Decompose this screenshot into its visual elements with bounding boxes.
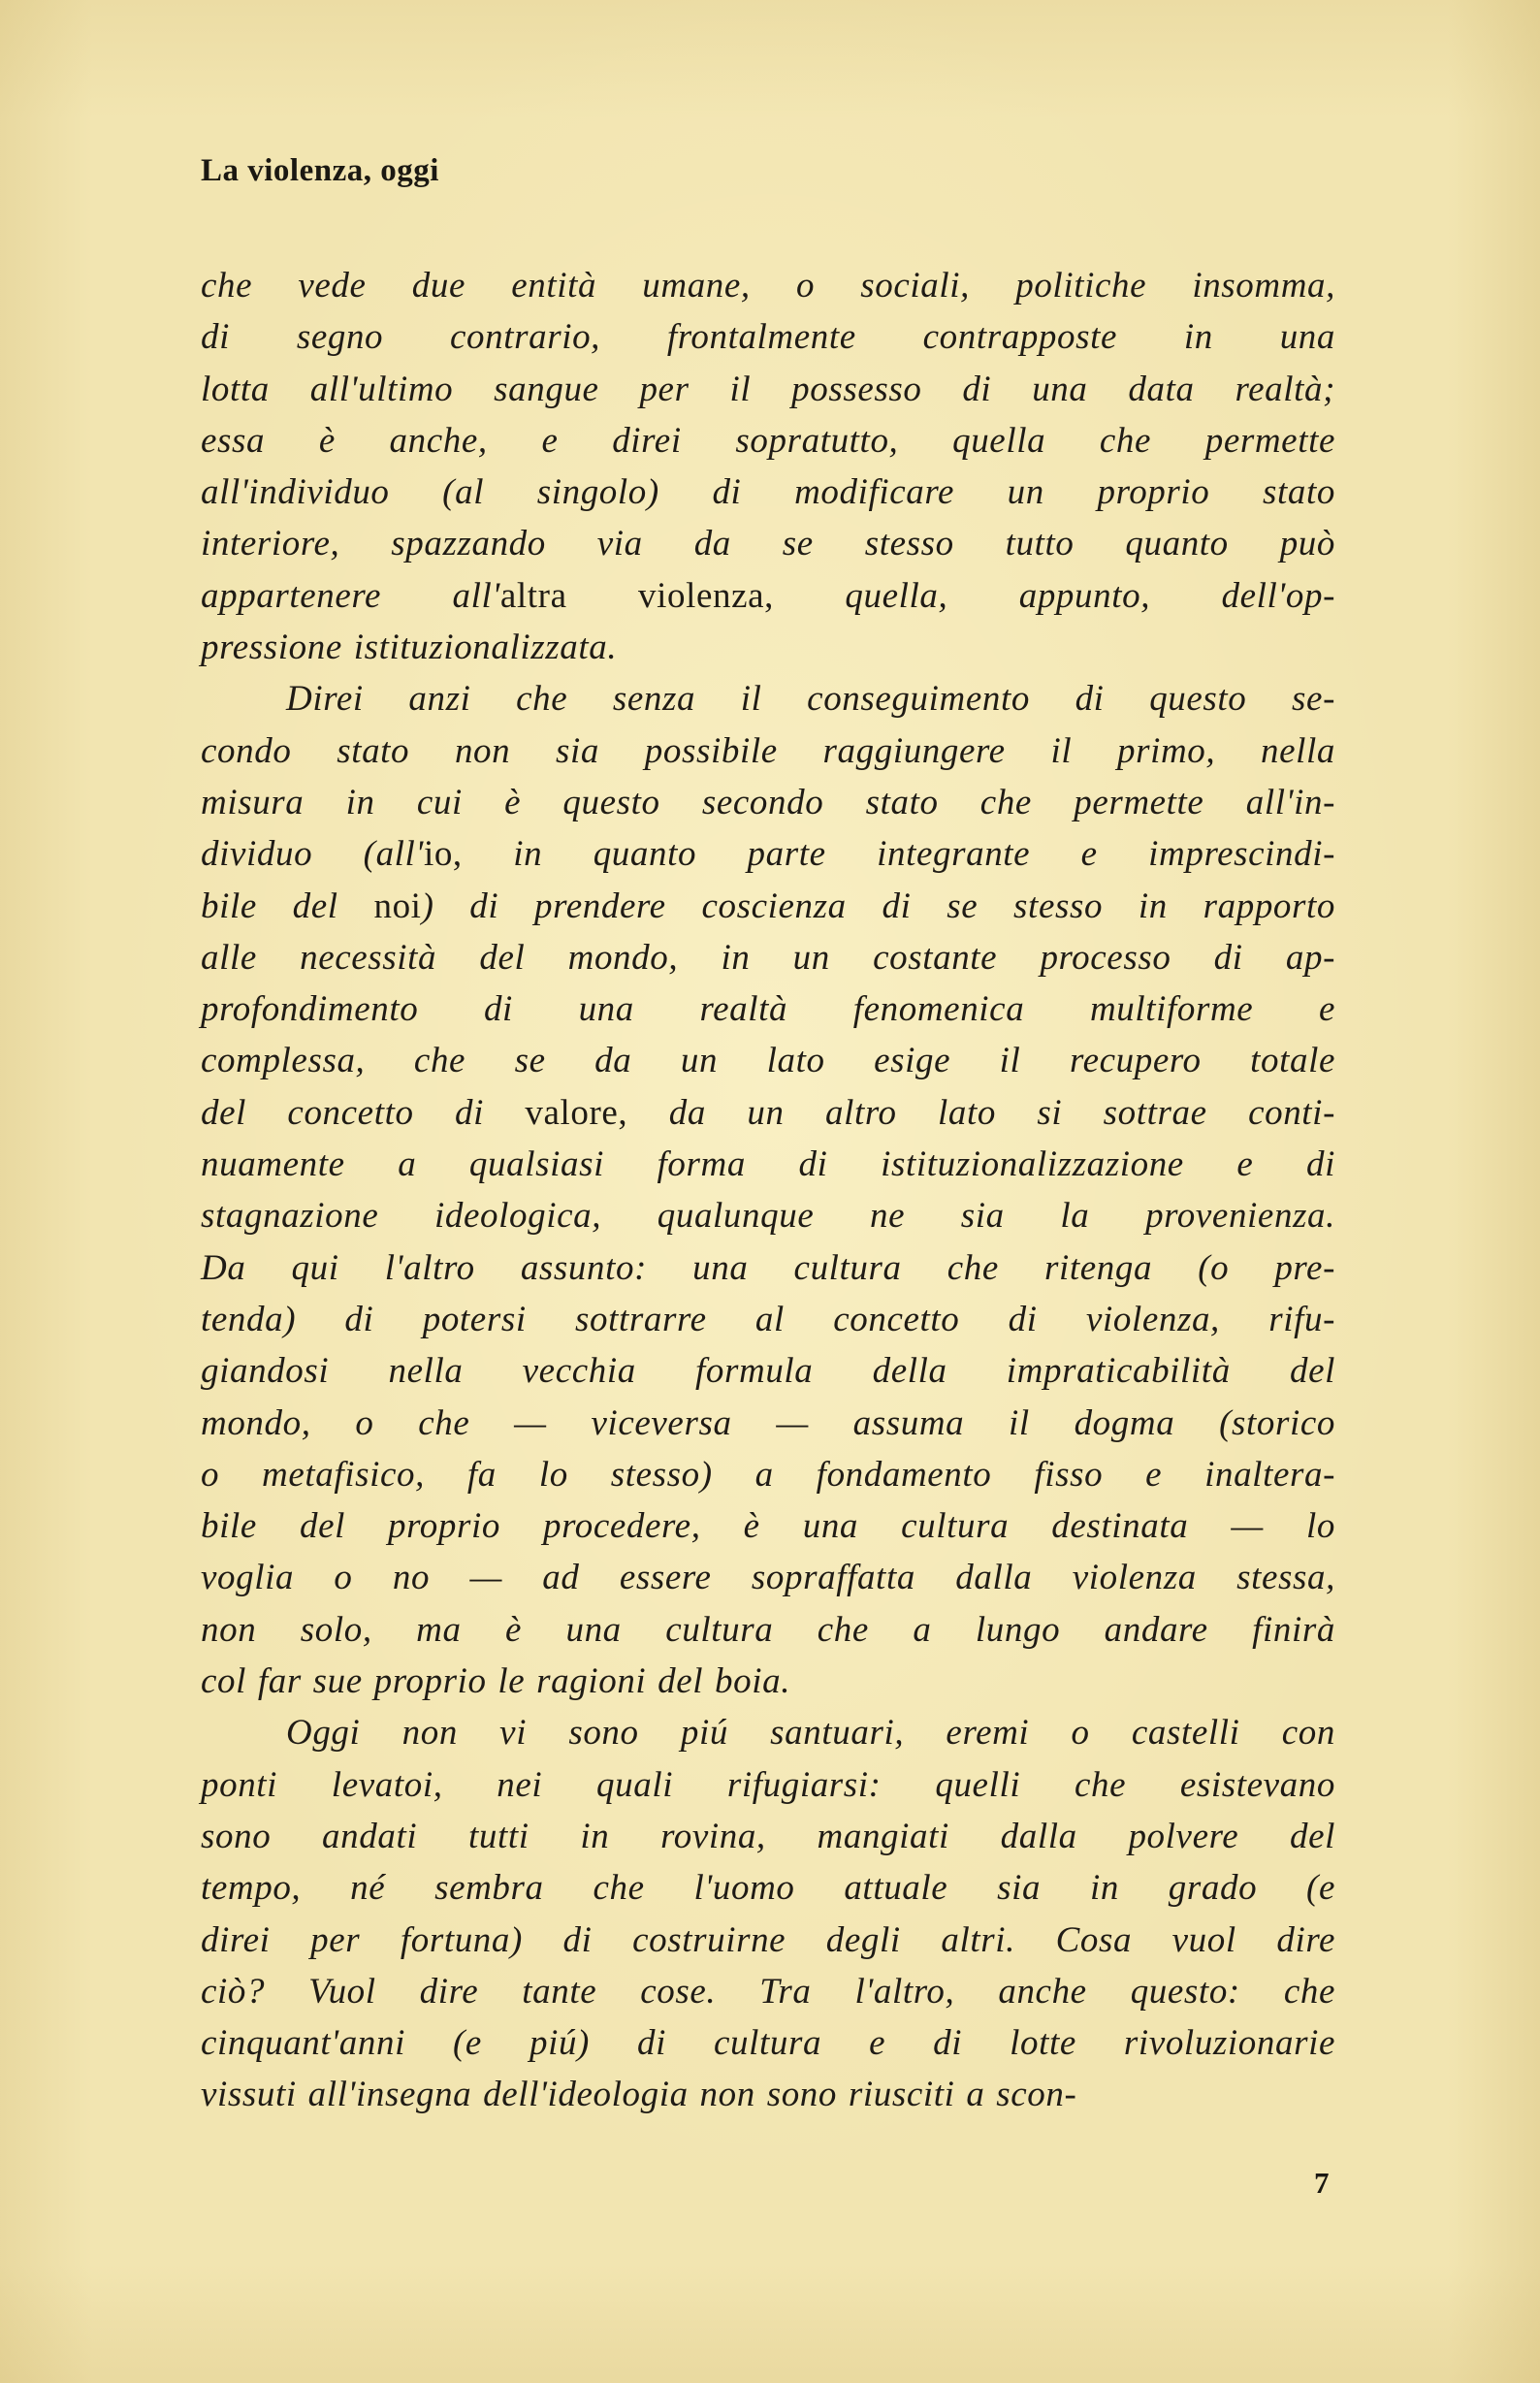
roman-text-run: valore, [525, 1092, 669, 1133]
roman-text-run: altra violenza, [499, 575, 846, 616]
italic-text-run: all' [452, 575, 500, 616]
italic-text-run: dividuo (all' [201, 834, 424, 875]
italic-text-run: profondimento di una realtà fenomenica multiforme e [201, 989, 1335, 1030]
italic-text-run: condo stato non sia possibile raggiungere il primo, nella [201, 730, 1335, 771]
text-line [201, 725, 1335, 777]
text-line [201, 673, 1335, 725]
italic-text-run: cinquant'anni (e piú) di cultura e di lotte rivoluzionarie [201, 2023, 1335, 2064]
italic-text-run: bile del proprio procedere, è una cultura destinata — lo [201, 1506, 1335, 1547]
italic-text-run: misura in cui è questo secondo stato che permette all'in- [201, 782, 1335, 822]
text-line [201, 932, 1335, 983]
roman-text-run: io, [423, 834, 514, 875]
text-line [201, 1449, 1335, 1500]
text-line [201, 1915, 1335, 1966]
text-line [201, 1656, 1335, 1707]
italic-text-run: o metafisico, fa lo stesso) a fondamento fisso e inaltera- [201, 1454, 1335, 1495]
text-line [201, 1294, 1335, 1345]
roman-text-run: noi [373, 886, 422, 926]
text-line [201, 2069, 1335, 2120]
text-line [201, 1190, 1335, 1241]
text-line [201, 1087, 1335, 1139]
text-line [201, 622, 1335, 673]
text-line [201, 570, 1335, 622]
italic-text-run: interiore, spazzando via da se stesso tutto quanto può [201, 524, 1335, 564]
italic-text-run: pressione istituzionalizzata. [201, 628, 618, 668]
italic-text-run: Oggi non vi sono piú santuari, eremi o castelli con [286, 1713, 1335, 1754]
paragraph [201, 673, 1335, 1707]
italic-text-run: del concetto di [201, 1092, 526, 1133]
text-line [201, 311, 1335, 363]
text-line [201, 1862, 1335, 1914]
italic-text-run: direi per fortuna) di costruirne degli altri. Cosa vuol dire [201, 1919, 1335, 1960]
text-line [201, 881, 1335, 932]
italic-text-run: giandosi nella vecchia formula della impraticabilità del [201, 1351, 1335, 1392]
italic-text-run: essa è anche, e direi sopratutto, quella che permette [201, 420, 1335, 461]
text-line [201, 467, 1335, 518]
italic-text-run: non solo, ma è una cultura che a lungo andare finirà [201, 1609, 1335, 1650]
body-text [201, 260, 1335, 2121]
text-line [201, 1242, 1335, 1294]
italic-text-run: di segno contrario, frontalmente contrapposte in una [201, 317, 1335, 358]
italic-text-run: bile del [201, 886, 374, 926]
italic-text-run: stagnazione ideologica, qualunque ne sia la provenienza. [201, 1196, 1335, 1237]
italic-text-run: vissuti all'insegna dell'ideologia non sono riusciti a scon- [201, 2075, 1077, 2115]
text-line [201, 1500, 1335, 1552]
italic-text-run: Da qui l'altro assunto: una cultura che ritenga (o pre- [201, 1247, 1335, 1288]
italic-text-run: complessa, che se da un lato esige il recupero totale [201, 1041, 1335, 1081]
italic-text-run: col far sue proprio le ragioni del boia. [201, 1661, 791, 1702]
paragraph [201, 260, 1335, 673]
italic-text-run: sono andati tutti in rovina, mangiati dalla polvere del [201, 1816, 1335, 1856]
text-line [201, 260, 1335, 311]
text-line [201, 1966, 1335, 2017]
page-number: 7 [1314, 2166, 1330, 2200]
italic-text-run: ) di prendere coscienza di se stesso in rapporto [421, 886, 1335, 926]
text-line [201, 364, 1335, 415]
text-line [201, 2017, 1335, 2069]
text-line [201, 518, 1335, 569]
italic-text-run: ciò? Vuol dire tante cose. Tra l'altro, anche questo: che [201, 1971, 1335, 2012]
italic-text-run: mondo, o che — viceversa — assuma il dogma (storico [201, 1402, 1335, 1443]
italic-text-run: Direi anzi che senza il conseguimento di questo se- [286, 679, 1335, 720]
text-line [201, 777, 1335, 828]
text-line [201, 1811, 1335, 1862]
text-line [201, 1707, 1335, 1758]
italic-text-run: lotta all'ultimo sangue per il possesso di una data realtà; [201, 369, 1335, 409]
italic-text-run: tenda) di potersi sottrarre al concetto di violenza, rifu- [201, 1299, 1335, 1339]
paragraph [201, 1707, 1335, 2120]
italic-text-run: in quanto parte integrante e imprescindi- [513, 834, 1335, 875]
italic-text-run: tempo, né sembra che l'uomo attuale sia in grado (e [201, 1868, 1335, 1909]
italic-text-run: appartenere [201, 575, 453, 616]
italic-text-run: voglia o no — ad essere sopraffatta dalla violenza stessa, [201, 1558, 1335, 1598]
text-line [201, 1035, 1335, 1086]
text-line [201, 1604, 1335, 1656]
italic-text-run: all'individuo (al singolo) di modificare un proprio stato [201, 472, 1335, 513]
text-line [201, 983, 1335, 1035]
text-line [201, 1759, 1335, 1811]
italic-text-run: ponti levatoi, nei quali rifugiarsi: quelli che esistevano [201, 1764, 1335, 1805]
italic-text-run: da un altro lato si sottrae conti- [668, 1092, 1335, 1133]
italic-text-run: che vede due entità umane, o sociali, politiche insomma, [201, 266, 1335, 306]
text-line [201, 1398, 1335, 1449]
text-line [201, 1552, 1335, 1603]
text-line [201, 828, 1335, 880]
italic-text-run: quella, appunto, dell'op- [845, 575, 1335, 616]
text-line [201, 1345, 1335, 1397]
text-line [201, 415, 1335, 467]
italic-text-run: alle necessità del mondo, in un costante processo di ap- [201, 937, 1335, 978]
text-line [201, 1139, 1335, 1190]
italic-text-run: nuamente a qualsiasi forma di istituzionalizzazione e di [201, 1144, 1335, 1185]
running-head: La violenza, oggi [201, 153, 439, 188]
